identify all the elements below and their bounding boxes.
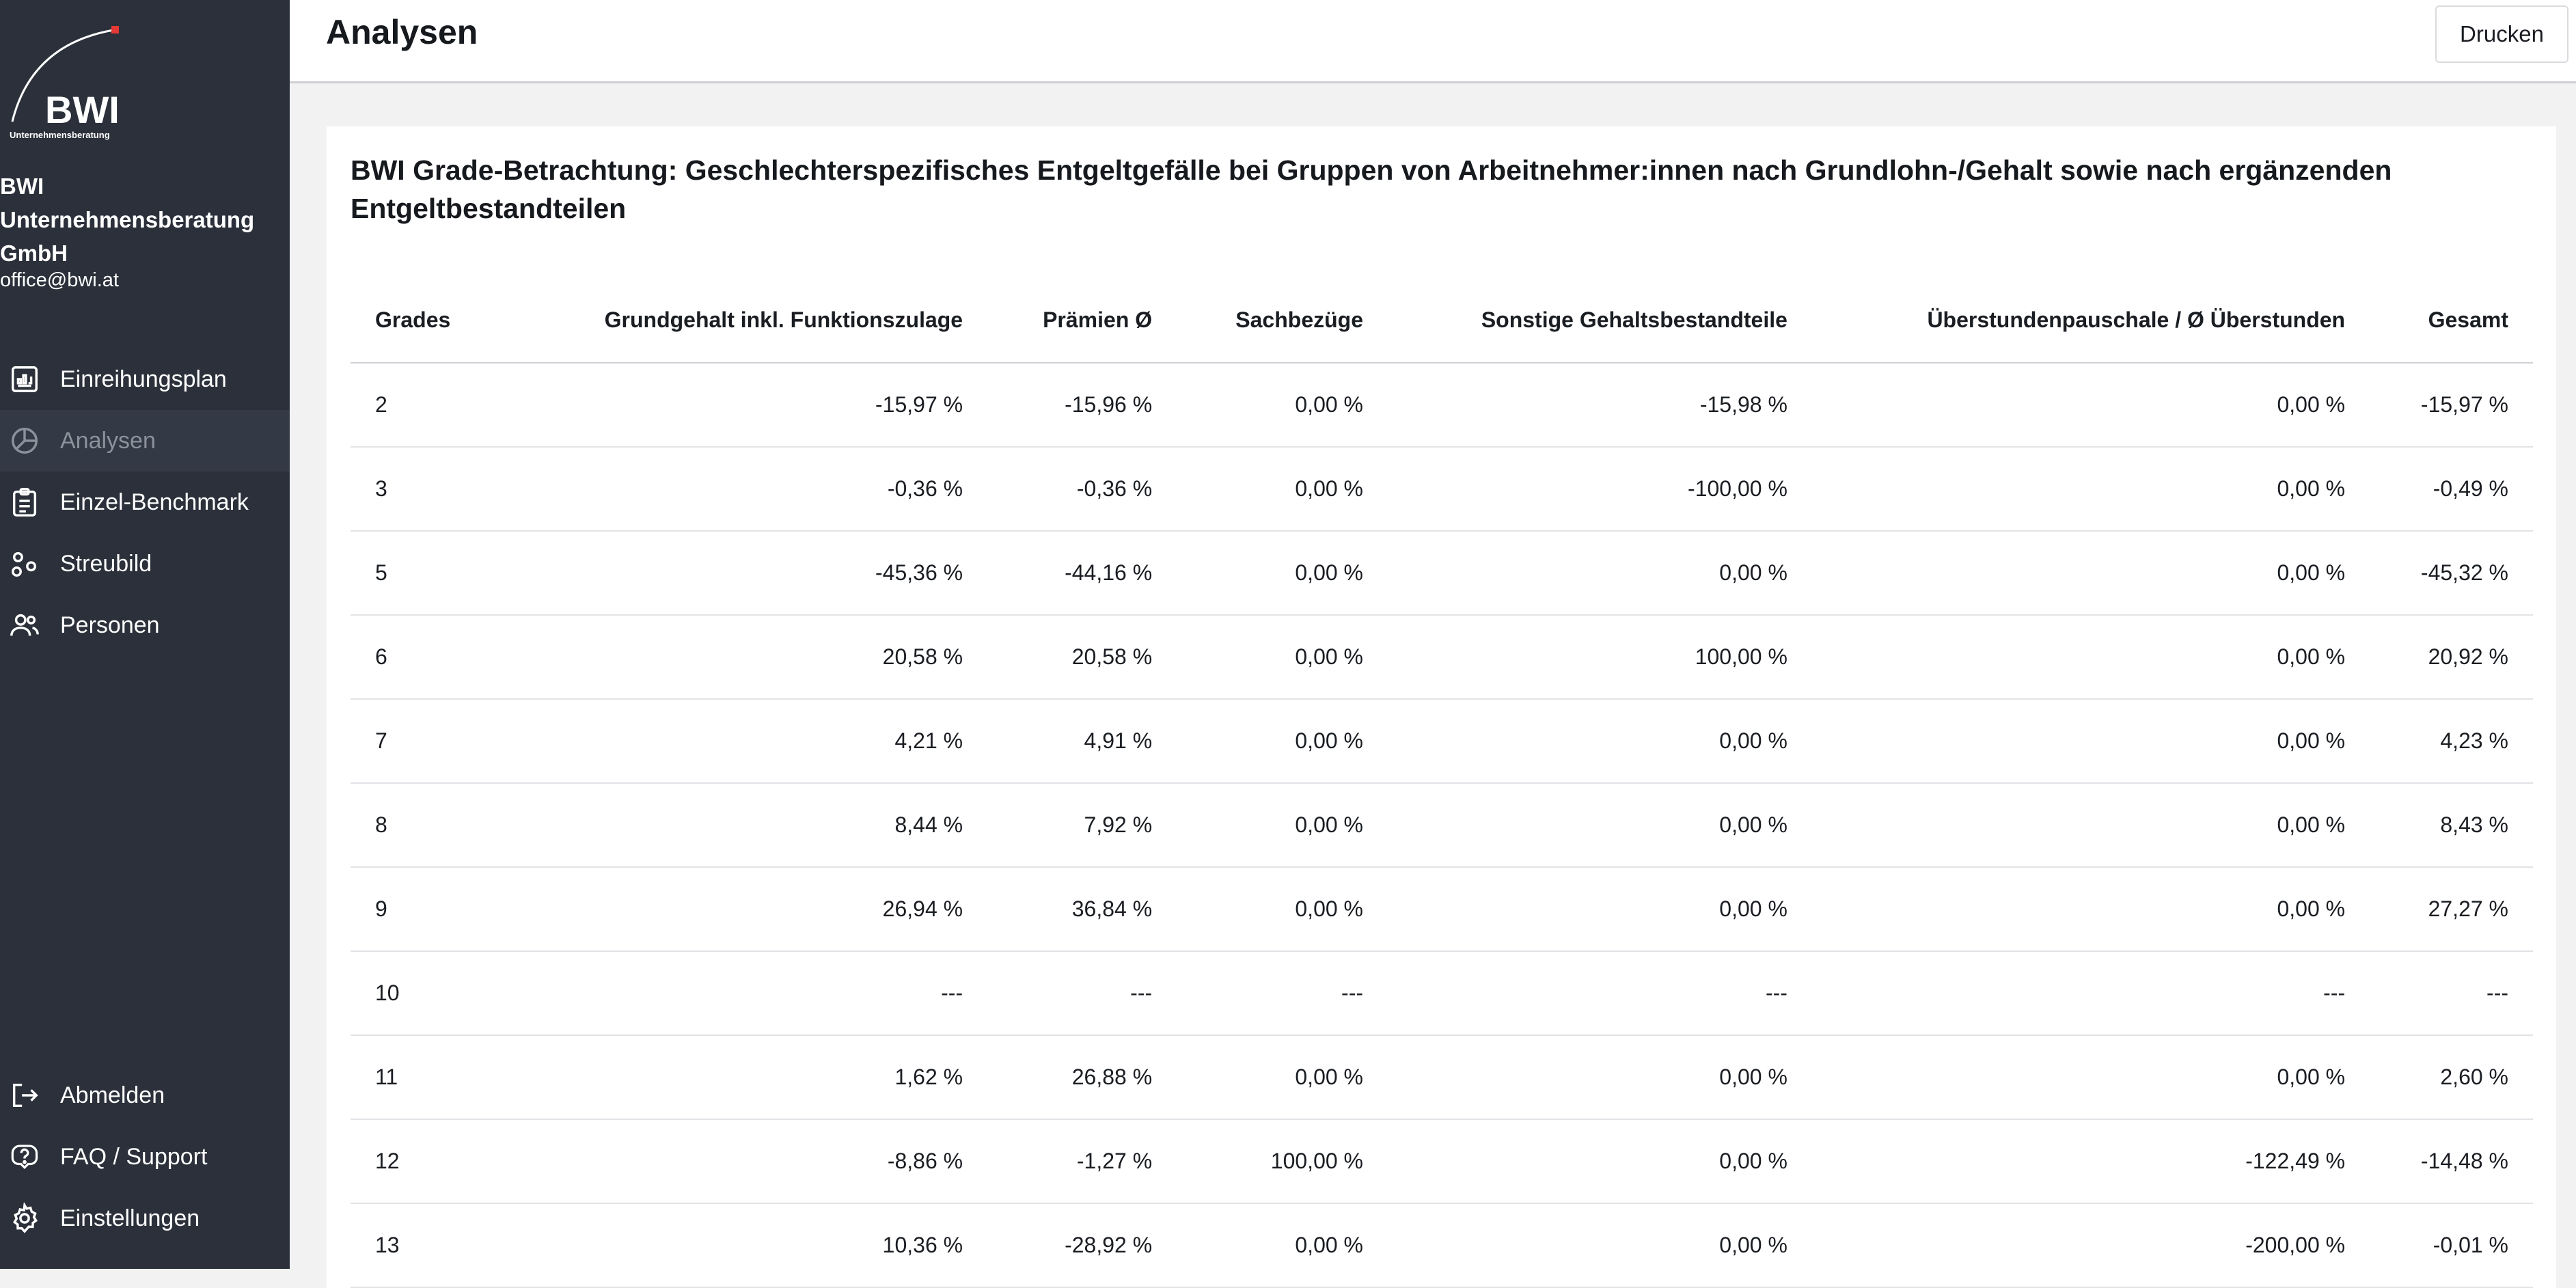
cell-sonstige: -15,98 %	[1388, 363, 1812, 447]
table-row	[351, 783, 2533, 867]
cell-sachbezuege: 0,00 %	[1177, 531, 1388, 615]
cell-praemien: -0,36 %	[987, 447, 1177, 531]
people-icon	[8, 609, 41, 642]
cell-sonstige: ---	[1388, 951, 1812, 1035]
column-header-ueberstunden[interactable]: Überstundenpauschale / Ø Überstunden	[1812, 278, 2370, 363]
nav-item-analysen[interactable]	[0, 410, 290, 471]
cell-gesamt: 4,23 %	[2370, 699, 2533, 783]
cell-grundgehalt: 1,62 %	[501, 1035, 987, 1119]
cell-grade: 11	[351, 1035, 501, 1119]
cell-ueberstunden: 0,00 %	[1812, 699, 2370, 783]
analysis-card	[327, 126, 2556, 1288]
cell-ueberstunden: 0,00 %	[1812, 783, 2370, 867]
card-title: BWI Grade-Betrachtung: Geschlechterspezifisches Entgeltgefälle bei Gruppen von Arbeitnehmer:innen nach Grundlohn-/Gehalt sowie nach ergänzenden Entgeltbestandteilen	[351, 154, 2392, 224]
nav-label-einreihungsplan: Einreihungsplan	[60, 366, 227, 392]
cell-sonstige: -100,00 %	[1388, 447, 1812, 531]
cell-praemien: 36,84 %	[987, 867, 1177, 951]
scatter-icon	[8, 547, 41, 580]
column-header-gesamt[interactable]: Gesamt	[2370, 278, 2533, 363]
cell-ueberstunden: 0,00 %	[1812, 1035, 2370, 1119]
nav-label-einzel-benchmark: Einzel-Benchmark	[60, 489, 249, 515]
page-title: Analysen	[326, 13, 478, 51]
cell-gesamt: -0,49 %	[2370, 447, 2533, 531]
cell-grade: 2	[351, 363, 501, 447]
table-row	[351, 531, 2533, 615]
column-header-praemien[interactable]: Prämien Ø	[987, 278, 1177, 363]
cell-sachbezuege: 0,00 %	[1177, 699, 1388, 783]
table-header-row	[351, 278, 2533, 363]
pie-chart-icon	[8, 424, 41, 457]
nav-label-abmelden: Abmelden	[60, 1082, 165, 1108]
cell-sachbezuege: 0,00 %	[1177, 783, 1388, 867]
cell-grade: 10	[351, 951, 501, 1035]
cell-ueberstunden: ---	[1812, 951, 2370, 1035]
cell-praemien: -1,27 %	[987, 1119, 1177, 1203]
table-row	[351, 447, 2533, 531]
cell-praemien: 4,91 %	[987, 699, 1177, 783]
grades-table	[351, 278, 2533, 1288]
company-line-1: BWI	[0, 174, 44, 199]
company-email: office@bwi.at	[0, 269, 119, 291]
cell-sachbezuege: 0,00 %	[1177, 447, 1388, 531]
cell-grundgehalt: -8,86 %	[501, 1119, 987, 1203]
print-button[interactable]: Drucken	[2435, 5, 2568, 63]
cell-praemien: -44,16 %	[987, 531, 1177, 615]
cell-sonstige: 0,00 %	[1388, 1119, 1812, 1203]
table-row	[351, 615, 2533, 699]
logout-icon	[8, 1079, 41, 1112]
cell-ueberstunden: 0,00 %	[1812, 615, 2370, 699]
cell-gesamt: -14,48 %	[2370, 1119, 2533, 1203]
cell-gesamt: ---	[2370, 951, 2533, 1035]
cell-sachbezuege: 0,00 %	[1177, 1203, 1388, 1287]
cell-grundgehalt: -0,36 %	[501, 447, 987, 531]
nav-item-abmelden[interactable]	[0, 1065, 290, 1126]
cell-sachbezuege: 0,00 %	[1177, 615, 1388, 699]
cell-sachbezuege: ---	[1177, 951, 1388, 1035]
cell-sonstige: 0,00 %	[1388, 867, 1812, 951]
cell-grundgehalt: -15,97 %	[501, 363, 987, 447]
cell-praemien: 20,58 %	[987, 615, 1177, 699]
nav-label-analysen: Analysen	[60, 427, 156, 454]
clipboard-icon	[8, 486, 41, 519]
cell-gesamt: -45,32 %	[2370, 531, 2533, 615]
cell-praemien: 7,92 %	[987, 783, 1177, 867]
column-header-grundgehalt[interactable]: Grundgehalt inkl. Funktionszulage	[501, 278, 987, 363]
cell-praemien: ---	[987, 951, 1177, 1035]
cell-grundgehalt: 4,21 %	[501, 699, 987, 783]
nav-item-personen[interactable]	[0, 594, 290, 656]
cell-praemien: 26,88 %	[987, 1035, 1177, 1119]
nav-label-personen: Personen	[60, 612, 160, 638]
cell-gesamt: 2,60 %	[2370, 1035, 2533, 1119]
company-line-3: GmbH	[0, 241, 68, 266]
cell-sonstige: 100,00 %	[1388, 615, 1812, 699]
cell-grade: 7	[351, 699, 501, 783]
cell-gesamt: -15,97 %	[2370, 363, 2533, 447]
cell-grade: 6	[351, 615, 501, 699]
table-row	[351, 1119, 2533, 1203]
nav-label-streubild: Streubild	[60, 550, 152, 577]
cell-sachbezuege: 0,00 %	[1177, 1035, 1388, 1119]
cell-grade: 5	[351, 531, 501, 615]
cell-sonstige: 0,00 %	[1388, 1035, 1812, 1119]
cell-grundgehalt: 20,58 %	[501, 615, 987, 699]
nav-item-faq-support[interactable]	[0, 1126, 290, 1188]
cell-ueberstunden: 0,00 %	[1812, 447, 2370, 531]
cell-ueberstunden: 0,00 %	[1812, 363, 2370, 447]
cell-gesamt: 8,43 %	[2370, 783, 2533, 867]
gear-icon	[8, 1202, 41, 1235]
company-name	[0, 169, 280, 270]
help-icon	[8, 1140, 41, 1173]
top-header	[290, 0, 2576, 83]
table-body	[351, 363, 2533, 1287]
nav-label-faq-support: FAQ / Support	[60, 1143, 208, 1170]
cell-sachbezuege: 0,00 %	[1177, 867, 1388, 951]
column-header-sonstige[interactable]: Sonstige Gehaltsbestandteile	[1388, 278, 1812, 363]
nav-item-streubild[interactable]	[0, 533, 290, 594]
cell-grundgehalt: 10,36 %	[501, 1203, 987, 1287]
cell-grade: 13	[351, 1203, 501, 1287]
cell-praemien: -28,92 %	[987, 1203, 1177, 1287]
cell-grundgehalt: 26,94 %	[501, 867, 987, 951]
company-line-2: Unternehmensberatung	[0, 207, 255, 232]
column-header-sachbezuege[interactable]: Sachbezüge	[1177, 278, 1388, 363]
sidebar	[0, 0, 290, 1269]
nav-item-einreihungsplan[interactable]	[0, 348, 290, 410]
cell-grade: 8	[351, 783, 501, 867]
document-chart-icon	[8, 363, 41, 396]
logo-text: BWI	[45, 88, 120, 131]
cell-ueberstunden: 0,00 %	[1812, 531, 2370, 615]
cell-grundgehalt: ---	[501, 951, 987, 1035]
cell-gesamt: -0,01 %	[2370, 1203, 2533, 1287]
table-row	[351, 699, 2533, 783]
table-row	[351, 1203, 2533, 1287]
table-row	[351, 867, 2533, 951]
bwi-logo[interactable]	[4, 20, 141, 143]
cell-grade: 3	[351, 447, 501, 531]
cell-sachbezuege: 100,00 %	[1177, 1119, 1388, 1203]
cell-grundgehalt: 8,44 %	[501, 783, 987, 867]
cell-gesamt: 27,27 %	[2370, 867, 2533, 951]
cell-sonstige: 0,00 %	[1388, 699, 1812, 783]
nav-item-einzel-benchmark[interactable]	[0, 471, 290, 533]
logo-subtext: Unternehmensberatung	[10, 130, 110, 140]
nav-item-einstellungen[interactable]	[0, 1188, 290, 1249]
cell-grade: 12	[351, 1119, 501, 1203]
cell-sonstige: 0,00 %	[1388, 1203, 1812, 1287]
cell-ueberstunden: -200,00 %	[1812, 1203, 2370, 1287]
table-row	[351, 363, 2533, 447]
cell-grundgehalt: -45,36 %	[501, 531, 987, 615]
cell-sonstige: 0,00 %	[1388, 531, 1812, 615]
cell-sachbezuege: 0,00 %	[1177, 363, 1388, 447]
column-header-grades[interactable]: Grades	[351, 278, 501, 363]
cell-ueberstunden: -122,49 %	[1812, 1119, 2370, 1203]
cell-ueberstunden: 0,00 %	[1812, 867, 2370, 951]
cell-gesamt: 20,92 %	[2370, 615, 2533, 699]
cell-praemien: -15,96 %	[987, 363, 1177, 447]
logo-arc-icon	[4, 20, 141, 143]
table-row	[351, 951, 2533, 1035]
table-row	[351, 1035, 2533, 1119]
nav-label-einstellungen: Einstellungen	[60, 1205, 200, 1231]
cell-sonstige: 0,00 %	[1388, 783, 1812, 867]
cell-grade: 9	[351, 867, 501, 951]
